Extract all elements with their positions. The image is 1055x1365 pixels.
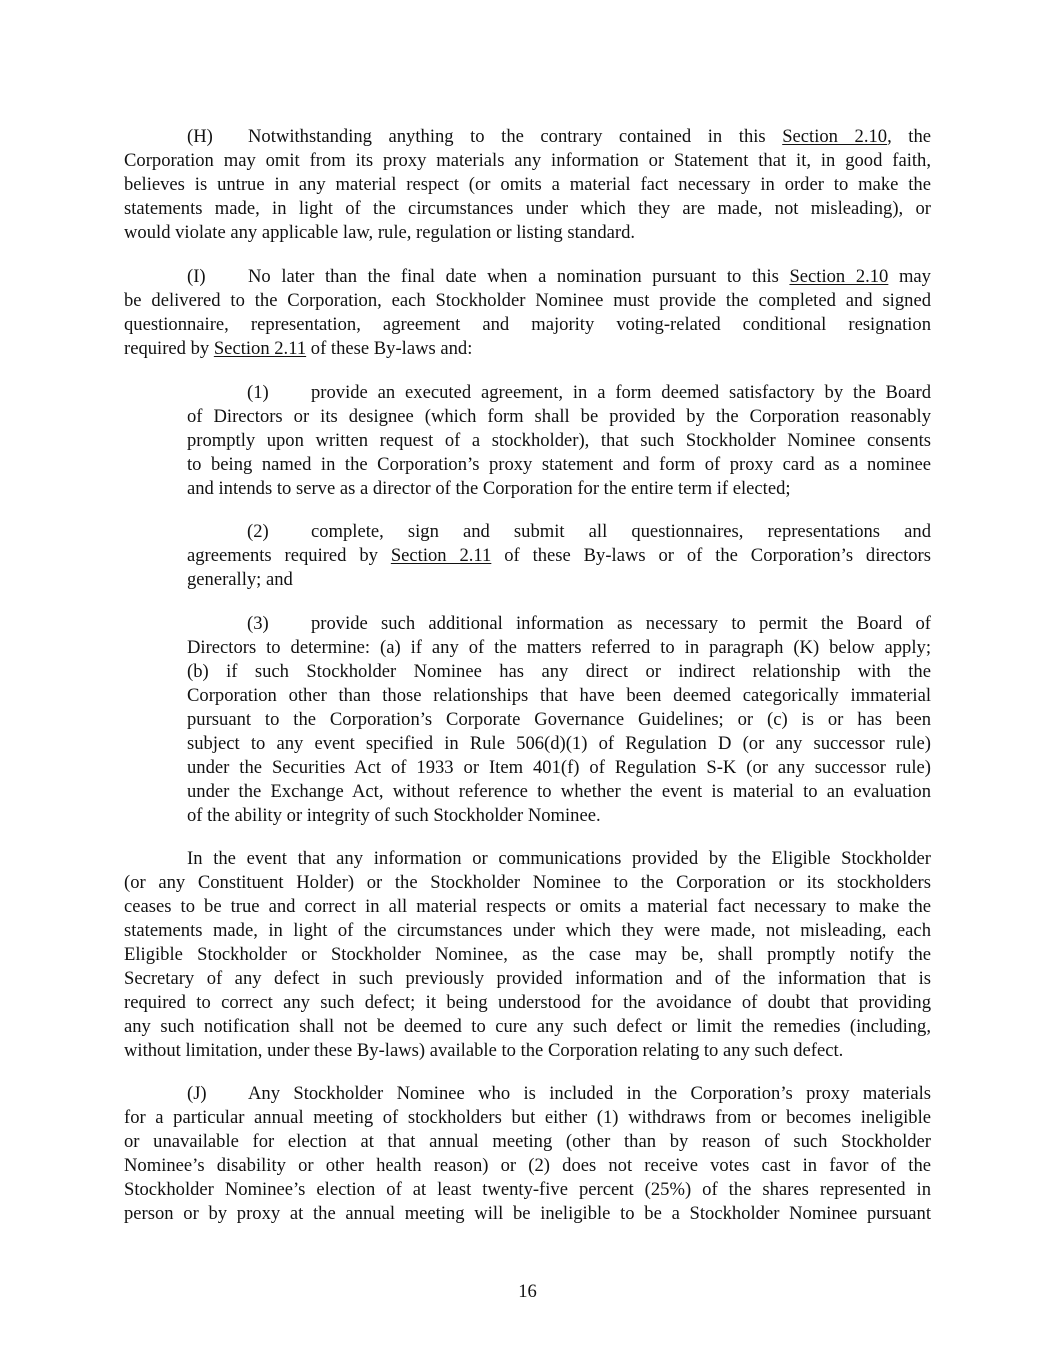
text: provide an executed agreement, in a form deemed satisfactory by the Board (311, 382, 931, 403)
paragraph-line: statements made, in light of the circumstances under which they are made, not misleading), or (124, 198, 931, 219)
paragraph-line: generally; and (187, 569, 293, 590)
paragraph-line: would violate any applicable law, rule, regulation or listing standard. (124, 222, 636, 243)
text: , the (887, 126, 931, 147)
paragraph-line (124, 265, 931, 289)
paragraph-line (124, 1082, 931, 1106)
paragraph-line: under the Securities Act of 1933 or Item 401(f) of Regulation S-K (or any successor rule) (187, 757, 931, 778)
paragraph-line: or unavailable for election at that annual meeting (other than by reason of such Stockholder (124, 1131, 931, 1152)
section-reference-link[interactable]: Section 2.11 (213, 338, 307, 359)
text: of these By-laws and: (306, 338, 473, 359)
paragraph-line: questionnaire, representation, agreement and majority voting-related conditional resignation (124, 314, 931, 335)
text: agreements required by (187, 545, 391, 566)
section-reference-link[interactable]: Section 2.10 (782, 126, 888, 147)
paragraph-line: pursuant to the Corporation’s Corporate Governance Guidelines; or (c) is or has been (187, 709, 931, 730)
paragraph-line: Eligible Stockholder or Stockholder Nominee, as the case may be, shall promptly notify the (124, 944, 931, 965)
paragraph-line: be delivered to the Corporation, each Stockholder Nominee must provide the completed and signed (124, 290, 931, 311)
paragraph-line (124, 847, 931, 871)
text: complete, sign and submit all questionnaires, representations and (311, 521, 931, 542)
text: required by (124, 338, 214, 359)
paragraph-line (187, 520, 931, 544)
paragraph-label: (I) (187, 266, 206, 287)
paragraph-line: for a particular annual meeting of stockholders but either (1) withdraws from or becomes ineligible (124, 1107, 931, 1128)
paragraph-label: (2) (247, 521, 269, 542)
paragraph-line (187, 381, 931, 405)
paragraph-line: and intends to serve as a director of the Corporation for the entire term if elected; (187, 478, 791, 499)
text: No later than the final date when a nomination pursuant to this (248, 266, 790, 287)
paragraph-label: (H) (187, 126, 213, 147)
paragraph-line: ceases to be true and correct in all material respects or omits a material fact necessary to make the (124, 896, 931, 917)
paragraph-h (124, 125, 931, 245)
paragraph-line: Corporation other than those relationships that have been deemed categorically immaterial (187, 685, 931, 706)
paragraph-i (124, 265, 931, 361)
section-reference-link[interactable]: Section 2.10 (789, 266, 889, 287)
paragraph-line: subject to any event specified in Rule 506(d)(1) of Regulation D (or any successor rule) (187, 733, 931, 754)
subparagraph-1 (187, 381, 931, 501)
paragraph-label: (3) (247, 613, 269, 634)
subparagraph-3 (187, 612, 931, 828)
text: In the event that any information or communications provided by the Eligible Stockholder (187, 848, 931, 869)
text: of these By-laws or of the Corporation’s directors (491, 545, 931, 566)
paragraph-line: any such notification shall not be deemed to cure any such defect or limit the remedies (including, (124, 1016, 931, 1037)
subparagraph-2 (187, 520, 931, 592)
paragraph-line: Directors to determine: (a) if any of the matters referred to in paragraph (K) below apply; (187, 637, 931, 658)
text: provide such additional information as necessary to permit the Board of (311, 613, 931, 634)
paragraph-line: Nominee’s disability or other health reason) or (2) does not receive votes cast in favor of the (124, 1155, 931, 1176)
paragraph-line: Corporation may omit from its proxy materials any information or Statement that it, in good faith, (124, 150, 931, 171)
paragraph-line: of the ability or integrity of such Stockholder Nominee. (187, 805, 601, 826)
paragraph-label: (J) (187, 1083, 207, 1104)
paragraph-line: to being named in the Corporation’s proxy statement and form of proxy card as a nominee (187, 454, 931, 475)
paragraph-line: statements made, in light of the circumstances under which they were made, not misleading, each (124, 920, 931, 941)
text: Any Stockholder Nominee who is included in the Corporation’s proxy materials (248, 1083, 931, 1104)
paragraph-line: under the Exchange Act, without reference to whether the event is material to an evaluation (187, 781, 931, 802)
paragraph-line: Stockholder Nominee’s election of at least twenty-five percent (25%) of the shares represented in (124, 1179, 931, 1200)
paragraph-j (124, 1082, 931, 1226)
page-number: 16 (518, 1281, 537, 1302)
paragraph-line: without limitation, under these By-laws) available to the Corporation relating to any such defect. (124, 1040, 844, 1061)
paragraph-label: (1) (247, 382, 269, 403)
paragraph-line: Secretary of any defect in such previously provided information and of the information that is (124, 968, 931, 989)
paragraph-line: required to correct any such defect; it being understood for the avoidance of doubt that providing (124, 992, 931, 1013)
paragraph-line: (or any Constituent Holder) or the Stockholder Nominee to the Corporation or its stockholders (124, 872, 931, 893)
paragraph-line: believes is untrue in any material respect (or omits a material fact necessary in order to make the (124, 174, 931, 195)
section-reference-link[interactable]: Section 2.11 (390, 545, 492, 566)
paragraph-line: of Directors or its designee (which form shall be provided by the Corporation reasonably (187, 406, 931, 427)
paragraph-line: person or by proxy at the annual meeting will be ineligible to be a Stockholder Nominee pursuant (124, 1203, 931, 1224)
paragraph-line: promptly upon written request of a stockholder), that such Stockholder Nominee consents (187, 430, 931, 451)
paragraph-event (124, 847, 931, 1063)
text: Notwithstanding anything to the contrary contained in this (248, 126, 783, 147)
paragraph-line (187, 612, 931, 636)
text: may (888, 266, 931, 287)
paragraph-line (124, 125, 931, 149)
paragraph-line (187, 544, 931, 568)
paragraph-line: (b) if such Stockholder Nominee has any direct or indirect relationship with the (187, 661, 931, 682)
paragraph-line (124, 337, 931, 361)
